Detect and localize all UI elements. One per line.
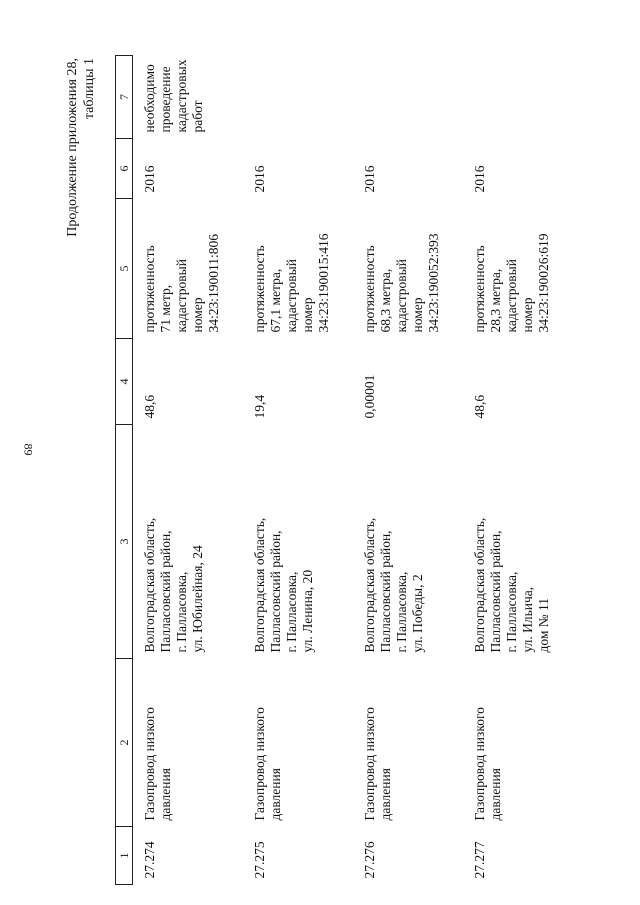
object-note: необходимо проведение кадастровых работ xyxy=(142,59,205,133)
object-name: Газопровод низкого давления xyxy=(142,707,173,821)
object-description: протяженность 71 метр, кадастровый номер 34:23:190011:806 xyxy=(142,233,221,333)
object-name: Газопровод низкого давления xyxy=(252,707,283,821)
header-col-7: 7 xyxy=(116,56,133,139)
object-value: 48,6 xyxy=(472,394,487,419)
object-description: протяженность 28,3 метра, кадастровый номер 34:23:190026:619 xyxy=(472,233,551,333)
header-col-3: 3 xyxy=(116,425,133,659)
continuation-line-2: таблицы 1 xyxy=(82,58,97,120)
row-number: 27.274 xyxy=(142,841,157,879)
object-address: Волгоградская область, Палласовский район, г. Палласовка, ул. Юбилейная, 24 xyxy=(142,517,205,653)
object-address: Волгоградская область, Палласовский район, г. Палласовка, ул. Ленина, 20 xyxy=(252,517,315,653)
object-value: 0,00001 xyxy=(362,374,377,419)
object-description: протяженность 67,1 метра, кадастровый номер 34:23:190015:416 xyxy=(252,233,331,333)
data-table xyxy=(115,55,573,885)
object-description: протяженность 68,3 метра, кадастровый номер 34:23:190052:393 xyxy=(362,233,441,333)
header-row xyxy=(116,56,133,885)
page-number: 89 xyxy=(21,443,36,456)
table-row xyxy=(353,56,463,885)
object-name: Газопровод низкого давления xyxy=(472,707,503,821)
object-address: Волгоградская область, Палласовский район, г. Палласовка, ул. Победы, 2 xyxy=(362,517,425,653)
object-value: 19,4 xyxy=(252,394,267,419)
continuation-caption xyxy=(64,58,98,885)
object-year: 2016 xyxy=(252,165,267,193)
header-col-6: 6 xyxy=(116,139,133,199)
object-note xyxy=(243,56,353,139)
header-col-1: 1 xyxy=(116,827,133,885)
row-number: 27.275 xyxy=(252,841,267,879)
object-note xyxy=(353,56,463,139)
header-col-2: 2 xyxy=(116,659,133,827)
object-year: 2016 xyxy=(472,165,487,193)
table-row xyxy=(463,56,573,885)
header-col-5: 5 xyxy=(116,199,133,339)
object-value: 48,6 xyxy=(142,394,157,419)
table-row xyxy=(243,56,353,885)
table-row xyxy=(133,56,244,885)
object-year: 2016 xyxy=(142,165,157,193)
row-number: 27.276 xyxy=(362,841,377,879)
continuation-line-1: Продолжение приложения 28, xyxy=(65,58,80,237)
header-col-4: 4 xyxy=(116,339,133,425)
object-note xyxy=(463,56,573,139)
object-address: Волгоградская область, Палласовский район, г. Палласовка, ул. Ильича, дом № 11 xyxy=(472,517,551,653)
object-name: Газопровод низкого давления xyxy=(362,707,393,821)
object-year: 2016 xyxy=(362,165,377,193)
rotated-page-content xyxy=(58,56,625,885)
row-number: 27.277 xyxy=(472,841,487,879)
